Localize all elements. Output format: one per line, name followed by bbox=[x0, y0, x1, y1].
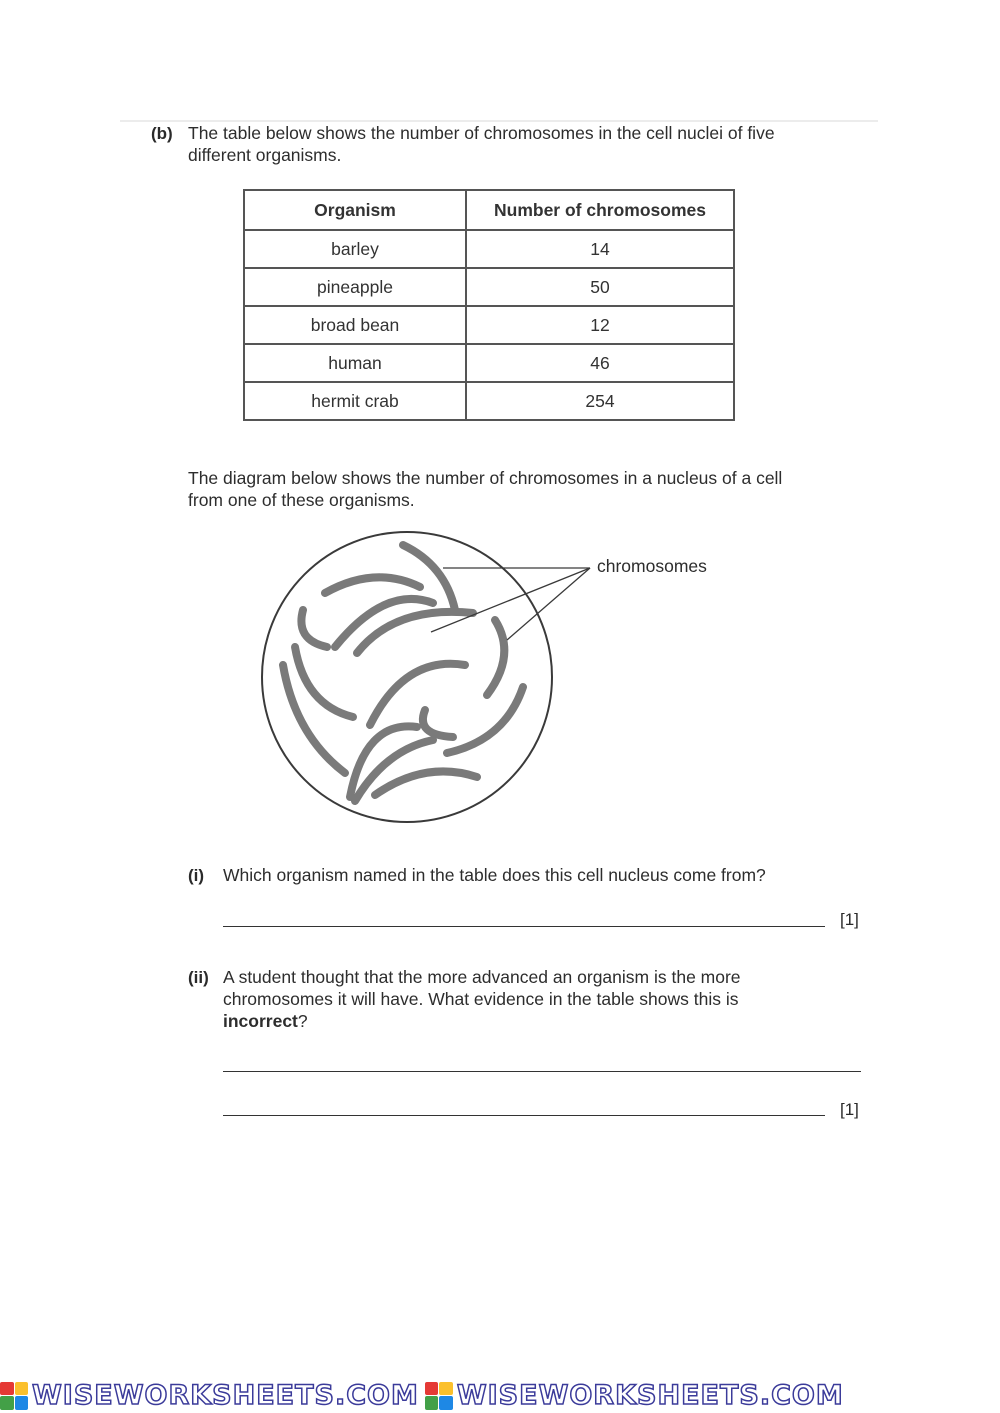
part-b-label: (b) bbox=[151, 124, 173, 143]
intro-line-2: different organisms. bbox=[188, 145, 342, 165]
header-chromosomes: Number of chromosomes bbox=[466, 190, 734, 230]
table-header-row bbox=[244, 190, 734, 230]
brand-text: WISEWORKSHEETS.COM bbox=[32, 1380, 419, 1411]
footer-watermark bbox=[0, 1378, 1000, 1413]
organism-cell: hermit crab bbox=[244, 382, 466, 420]
intro-text bbox=[188, 122, 775, 166]
table-row bbox=[244, 230, 734, 268]
part-ii-question bbox=[223, 966, 741, 1032]
emphasis-incorrect: incorrect bbox=[223, 1011, 298, 1031]
part-ii-line-1: A student thought that the more advanced an organism is the more bbox=[223, 967, 741, 987]
table-row bbox=[244, 344, 734, 382]
diagram-line-1: The diagram below shows the number of chromosomes in a nucleus of a cell bbox=[188, 468, 783, 488]
intro-line-1: The table below shows the number of chromosomes in the cell nuclei of five bbox=[188, 123, 775, 143]
chromosome-count-cell: 12 bbox=[466, 306, 734, 344]
organism-cell: pineapple bbox=[244, 268, 466, 306]
header-organism: Organism bbox=[244, 190, 466, 230]
part-i-question: Which organism named in the table does this cell nucleus come from? bbox=[223, 865, 766, 885]
answer-line-i[interactable] bbox=[223, 926, 825, 927]
table-row bbox=[244, 382, 734, 420]
part-ii-marks: [1] bbox=[840, 1100, 859, 1119]
answer-line-ii-2[interactable] bbox=[223, 1115, 825, 1116]
part-i-marks: [1] bbox=[840, 910, 859, 929]
part-i-label: (i) bbox=[188, 866, 205, 885]
table-row bbox=[244, 306, 734, 344]
brand-logo bbox=[0, 1380, 419, 1411]
part-ii-line-2: chromosomes it will have. What evidence in the table shows this is bbox=[223, 989, 739, 1009]
table-row bbox=[244, 268, 734, 306]
organism-cell: barley bbox=[244, 230, 466, 268]
brand-logo bbox=[425, 1380, 844, 1411]
chromosome-count-cell: 50 bbox=[466, 268, 734, 306]
part-ii-label: (ii) bbox=[188, 968, 209, 987]
diagram-line-2: from one of these organisms. bbox=[188, 490, 415, 510]
chromosome-table bbox=[243, 189, 735, 421]
part-ii-line-3 bbox=[223, 1010, 741, 1032]
organism-cell: broad bean bbox=[244, 306, 466, 344]
chromosome-count-cell: 254 bbox=[466, 382, 734, 420]
brand-text: WISEWORKSHEETS.COM bbox=[456, 1380, 844, 1411]
chromosome-count-cell: 46 bbox=[466, 344, 734, 382]
diagram-description bbox=[188, 467, 782, 511]
chromosome-count-cell: 14 bbox=[466, 230, 734, 268]
nucleus-diagram bbox=[255, 525, 595, 830]
brand-badge-icon bbox=[425, 1382, 453, 1410]
question-mark: ? bbox=[297, 1011, 308, 1031]
brand-badge-icon bbox=[0, 1382, 28, 1410]
answer-line-ii-1[interactable] bbox=[223, 1071, 861, 1072]
chromosomes-label: chromosomes bbox=[597, 556, 707, 576]
organism-cell: human bbox=[244, 344, 466, 382]
